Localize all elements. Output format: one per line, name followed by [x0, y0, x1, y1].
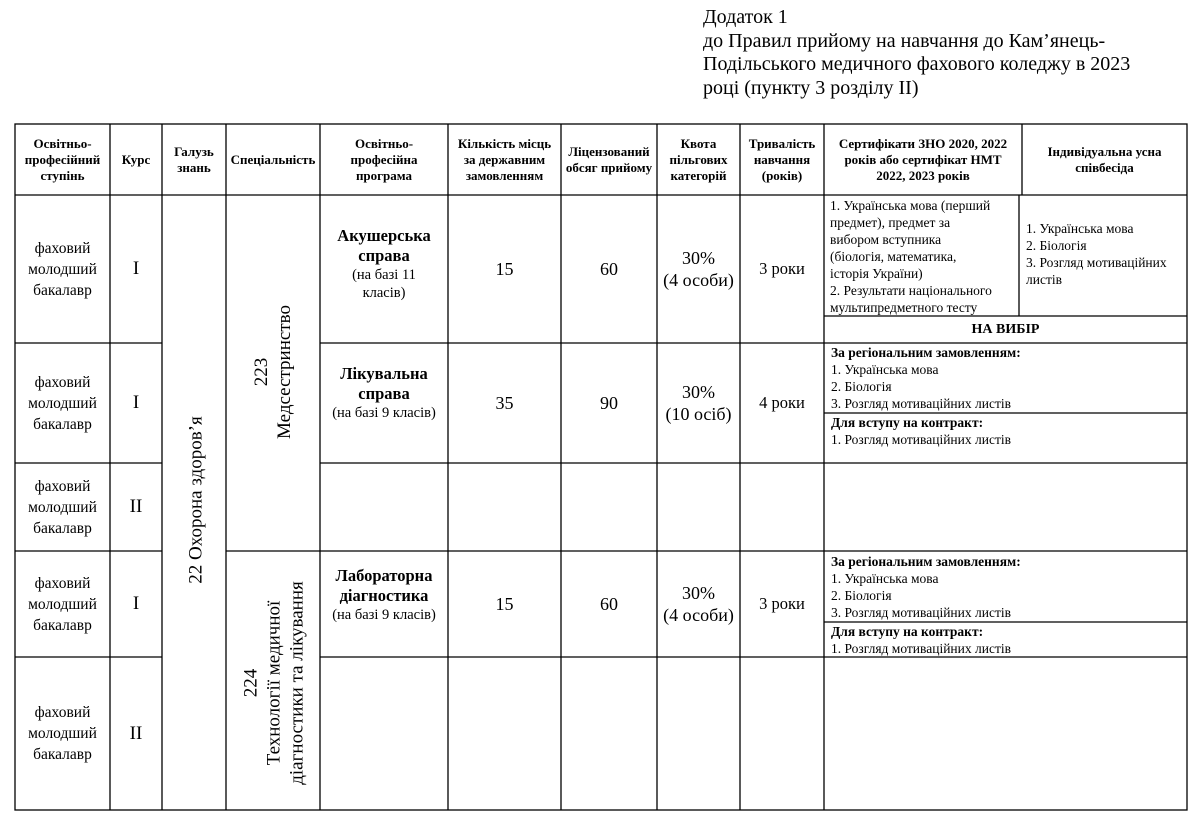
certificate-line: 2. Результати національного	[830, 283, 992, 298]
row-course	[110, 463, 162, 551]
specialty-code: 223	[251, 357, 272, 387]
regional-title: За регіональним замовленням:	[831, 554, 1021, 569]
quota-percent: 30%	[682, 583, 715, 603]
header-program	[320, 124, 448, 195]
regional-title: За регіональним замовленням:	[831, 345, 1021, 360]
course-text: II	[129, 722, 143, 744]
level-text: фаховий молодший бакалавр	[28, 239, 97, 299]
program-name: Лікувальна справа	[340, 364, 428, 403]
row-level	[15, 195, 110, 343]
duration	[740, 343, 824, 463]
header-specialty-text: Спеціальність	[230, 151, 316, 167]
header-course-text: Курс	[121, 151, 151, 167]
level-text: фаховий молодший бакалавр	[28, 704, 97, 763]
quota	[657, 195, 740, 343]
row-course	[110, 657, 162, 810]
header-interview-text: Індивідуальна усна співбесіда	[1047, 143, 1162, 175]
quota-percent: 30%	[682, 382, 715, 402]
state-places	[448, 551, 561, 657]
course-text: I	[132, 258, 140, 279]
appendix-line: до Правил прийому на навчання до Кам’янець-	[703, 29, 1106, 52]
course-text: I	[132, 392, 140, 413]
contract-item: 1. Розгляд мотиваційних листів	[831, 432, 1011, 447]
row-course	[110, 343, 162, 463]
level-text: фаховий молодший бакалавр	[28, 477, 97, 537]
quota	[657, 551, 740, 657]
interview-line: 2. Біологія	[1026, 238, 1087, 253]
state-places	[448, 195, 561, 343]
specialty-223	[250, 305, 296, 439]
choice-label-text: НА ВИБІР	[971, 321, 1040, 337]
certificate-line: мультипредметного тесту	[830, 300, 978, 315]
certificate-line: (біологія, математика,	[830, 249, 957, 264]
regional-block	[831, 344, 1183, 412]
regional-item: 3. Розгляд мотиваційних листів	[831, 396, 1011, 411]
state-places	[448, 343, 561, 463]
regional-block	[831, 553, 1183, 621]
row-level	[15, 463, 110, 551]
specialty-name: Медсестринство	[274, 305, 295, 439]
contract-title: Для вступу на контракт:	[831, 624, 984, 639]
state-places-value: 15	[495, 259, 514, 279]
licensed-volume	[561, 343, 657, 463]
header-level	[15, 124, 110, 195]
quota-count: (4 особи)	[663, 270, 734, 290]
program-cell	[320, 566, 448, 646]
level-text: фаховий молодший бакалавр	[28, 574, 97, 634]
regional-item: 1. Українська мова	[831, 571, 939, 586]
header-program-text: Освітньо-професійна програма	[350, 135, 418, 183]
specialty-code: 224	[240, 668, 262, 698]
header-quota	[657, 124, 740, 195]
duration-value: 4 роки	[759, 393, 805, 412]
program-name: Акушерська справа	[337, 226, 431, 265]
level-text: фаховий молодший бакалавр	[28, 373, 97, 433]
program-cell	[320, 364, 448, 454]
header-specialty	[226, 124, 320, 195]
header-quota-text: Квота пільгових категорій	[669, 135, 728, 183]
duration	[740, 551, 824, 657]
contract-item: 1. Розгляд мотиваційних листів	[831, 641, 1011, 656]
regional-item: 1. Українська мова	[831, 362, 939, 377]
header-interview	[1022, 124, 1187, 195]
row-course	[110, 551, 162, 657]
duration-value: 3 роки	[759, 259, 805, 278]
regional-item: 2. Біологія	[831, 588, 892, 603]
quota	[657, 343, 740, 463]
regional-item: 2. Біологія	[831, 379, 892, 394]
program-cell	[320, 220, 448, 320]
contract-title: Для вступу на контракт:	[831, 415, 984, 430]
field-label: 22 Охорона здоров’я	[185, 416, 207, 584]
specialty-name: діагностики та лікування	[286, 581, 308, 785]
licensed-value: 60	[600, 259, 618, 279]
choice-label	[824, 316, 1187, 343]
interview-line: 1. Українська мова	[1026, 221, 1134, 236]
header-certificates-text: Сертифікати ЗНО 2020, 2022 років або сертифікат НМТ 2022, 2023 років	[838, 135, 1008, 183]
certificate-line: 1. Українська мова (перший	[830, 198, 991, 213]
header-state-places-text: Кількість місць за державним замовленням	[457, 135, 552, 183]
row-level	[15, 551, 110, 657]
duration-value: 3 роки	[759, 594, 805, 613]
certificate-line: предмет), предмет за	[830, 215, 951, 230]
interview-line: листів	[1026, 272, 1062, 287]
header-certificates	[824, 124, 1022, 195]
licensed-value: 90	[600, 393, 618, 413]
header-level-text: Освітньо-професійний ступінь	[24, 135, 101, 183]
certificate-line: вибором вступника	[830, 232, 942, 247]
quota-count: (4 особи)	[663, 605, 734, 625]
licensed-value: 60	[600, 594, 618, 614]
licensed-volume	[561, 551, 657, 657]
certificates-list	[830, 196, 1020, 316]
interview-list	[1026, 220, 1184, 300]
duration	[740, 195, 824, 343]
header-course	[110, 124, 162, 195]
header-duration	[740, 124, 824, 195]
contract-block	[831, 414, 1183, 450]
program-base: (на базі 11 класів)	[352, 267, 416, 301]
quota-percent: 30%	[682, 248, 715, 268]
program-name: Лабораторна діагностика	[335, 566, 433, 605]
row-course	[110, 195, 162, 343]
program-base: (на базі 9 класів)	[332, 405, 436, 421]
contract-block	[831, 623, 1183, 657]
quota-count: (10 осіб)	[665, 404, 732, 424]
row-level	[15, 343, 110, 463]
state-places-value: 15	[495, 594, 514, 614]
program-base: (на базі 9 класів)	[332, 607, 436, 623]
interview-line: 3. Розгляд мотиваційних	[1026, 255, 1167, 270]
state-places-value: 35	[495, 393, 514, 413]
licensed-volume	[561, 195, 657, 343]
regional-item: 3. Розгляд мотиваційних листів	[831, 605, 1011, 620]
header-state-places	[448, 124, 561, 195]
certificate-line: історія України)	[830, 266, 923, 281]
header-duration-text: Тривалість навчання (років)	[748, 135, 816, 183]
appendix-title: Додаток 1	[703, 6, 788, 28]
header-field	[162, 124, 226, 195]
appendix-line: році (пункту 3 розділу II)	[703, 76, 919, 99]
header-field-text: Галузь знань	[174, 143, 214, 175]
course-text: I	[132, 593, 140, 614]
row-level	[15, 657, 110, 810]
specialty-224	[240, 581, 309, 785]
header-licensed	[561, 124, 657, 195]
specialty-name: Технології медичної	[263, 600, 285, 766]
appendix-line: Подільського медичного фахового коледжу в 2023	[703, 53, 1131, 75]
course-text: II	[129, 496, 143, 517]
header-licensed-text: Ліцензований обсяг прийому	[565, 143, 653, 175]
